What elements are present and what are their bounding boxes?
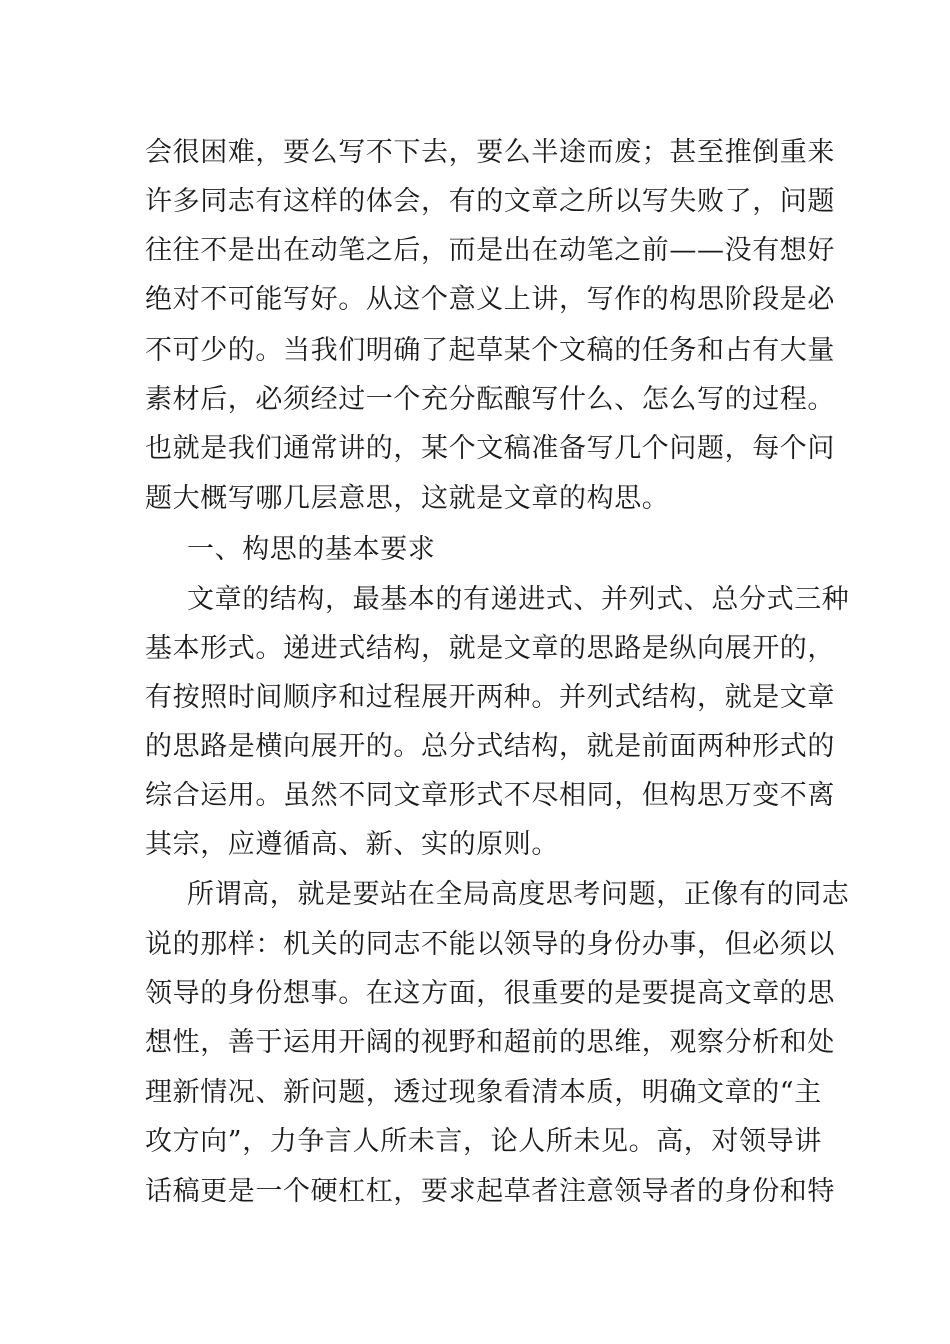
text-line: 所谓高，就是要站在全局高度思考问题，正像有的同志 xyxy=(187,879,850,910)
text-line: 也就是我们通常讲的，某个文稿准备写几个问题，每个问 xyxy=(145,433,835,464)
text-line: 的思路是横向展开的。总分式结构，就是前面两种形式的 xyxy=(145,731,835,762)
text-line: 绝对不可能写好。从这个意义上讲，写作的构思阶段是必 xyxy=(145,284,835,315)
text-line: 话稿更是一个硬杠杠，要求起草者注意领导者的身份和特 xyxy=(145,1176,835,1207)
text-line: 理新情况、新问题，透过现象看清本质，明确文章的“主 xyxy=(145,1077,822,1108)
text-line: 基本形式。递进式结构，就是文章的思路是纵向展开的， xyxy=(145,633,835,664)
text-line: 文章的结构，最基本的有递进式、并列式、总分式三种 xyxy=(187,584,850,615)
text-line: 许多同志有这样的体会，有的文章之所以写失败了，问题 xyxy=(145,186,835,217)
text-line: 往往不是出在动笔之后，而是出在动笔之前——没有想好 xyxy=(145,235,835,266)
text-line: 会很困难，要么写不下去，要么半途而废；甚至推倒重来 xyxy=(145,137,835,168)
text-line: 有按照时间顺序和过程展开两种。并列式结构，就是文章 xyxy=(145,682,835,713)
section-heading: 一、构思的基本要求 xyxy=(187,534,436,565)
text-line: 领导的身份想事。在这方面，很重要的是要提高文章的思 xyxy=(145,978,835,1009)
text-line: 综合运用。虽然不同文章形式不尽相同，但构思万变不离 xyxy=(145,780,835,811)
text-line: 不可少的。当我们明确了起草某个文稿的任务和占有大量 xyxy=(145,335,835,366)
text-line: 说的那样：机关的同志不能以领导的身份办事，但必须以 xyxy=(145,929,835,960)
text-line: 其宗，应遵循高、新、实的原则。 xyxy=(145,829,559,860)
text-line: 想性，善于运用开阔的视野和超前的思维，观察分析和处 xyxy=(145,1027,835,1058)
text-line: 攻方向”，力争言人所未言，论人所未见。高，对领导讲 xyxy=(145,1126,822,1157)
text-line: 题大概写哪几层意思，这就是文章的构思。 xyxy=(145,483,670,514)
text-line: 素材后，必须经过一个充分酝酿写什么、怎么写的过程。 xyxy=(145,384,835,415)
